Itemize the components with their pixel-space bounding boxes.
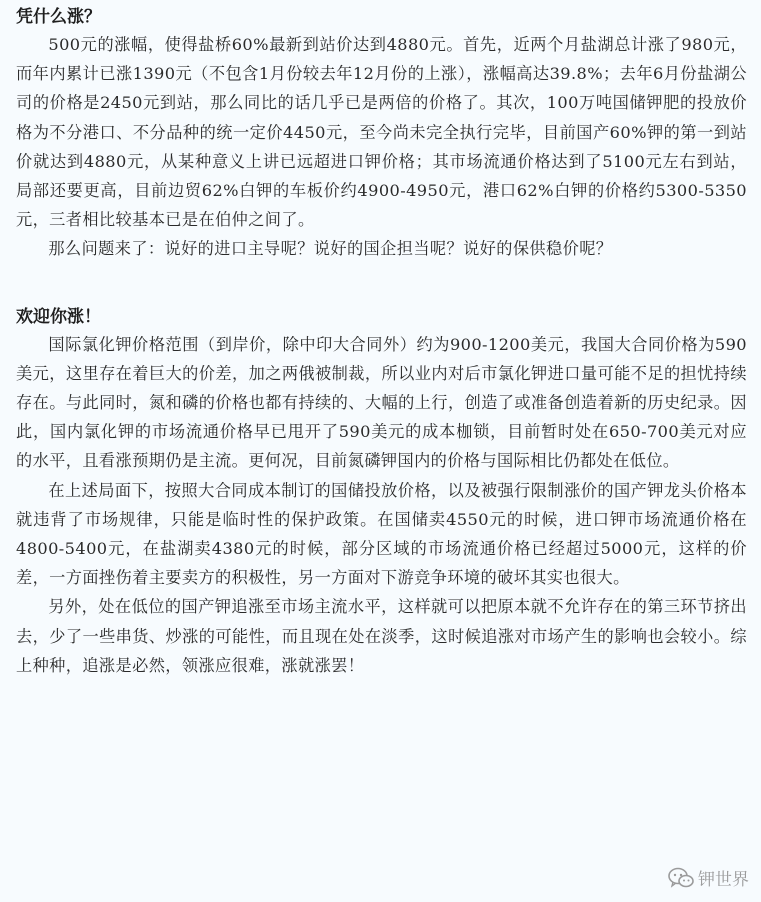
section-welcome-rise: [16, 304, 747, 680]
watermark: [668, 865, 749, 890]
paragraph: 500元的涨幅，使得盐桥60%最新到站价达到4880元。首先，近两个月盐湖总计涨了980元，而年内累计已涨1390元（不包含1月份较去年12月份的上涨），涨幅高达39.8%；去年6月份盐湖公司的价格是2450元到站，那么同比的话几乎已是两倍的价格了。其次，100万吨国储钾肥的投放价格为不分港口、不分品种的统一定价4450元，至今尚未完全执行完毕，目前国产60%钾的第一到站价就达到4880元，从某种意义上讲已远超进口钾价格；其市场流通价格达到了5100元左右到站，局部还要更高，目前边贸62%白钾的车板价约4900-4950元，港口62%白钾的价格约5300-5350元，三者相比较基本已是在伯仲之间了。: [16, 35, 747, 230]
paragraph: 另外，处在低位的国产钾追涨至市场主流水平，这样就可以把原本就不允许存在的第三环节挤出去，少了一些串货、炒涨的可能性，而且现在处在淡季，这时候追涨对市场产生的影响也会较小。综上种种，追涨是必然，领涨应很难，涨就涨罢！: [16, 597, 747, 675]
section-why-rise: [16, 4, 747, 264]
watermark-text: 钾世界: [698, 870, 749, 889]
paragraph: 在上述局面下，按照大合同成本制订的国储投放价格，以及被强行限制涨价的国产钾龙头价格本就违背了市场规律，只能是临时性的保护政策。在国储卖4550元的时候，进口钾市场流通价格在4800-5400元，在盐湖卖4380元的时候，部分区域的市场流通价格已经超过5000元，这样的价差，一方面挫伤着主要卖方的积极性，另一方面对下游竞争环境的破坏其实也很大。: [16, 480, 747, 588]
paragraph: 那么问题来了：说好的进口主导呢？说好的国企担当呢？说好的保供稳价呢？: [48, 239, 613, 259]
section-heading: 欢迎你涨！: [16, 306, 101, 327]
section-heading: 凭什么涨？: [16, 7, 101, 27]
wechat-icon: [668, 867, 694, 889]
paragraph: 国际氯化钾价格范围（到岸价，除中印大合同外）约为900-1200美元，我国大合同价格为590美元，这里存在着巨大的价差，加之两俄被制裁，所以业内对后市氯化钾进口量可能不足的担忧持续存在。与此同时，氮和磷的价格也都有持续的、大幅的上行，创造了或准备创造着新的历史纪录。因此，国内氯化钾的市场流通价格早已甩开了590美元的成本枷锁，目前暂时处在650-700美元对应的水平，且看涨预期仍是主流。更何况，目前氮磷钾国内的价格与国际相比仍都处在低位。: [16, 334, 747, 471]
section-divider-space: [16, 264, 747, 304]
